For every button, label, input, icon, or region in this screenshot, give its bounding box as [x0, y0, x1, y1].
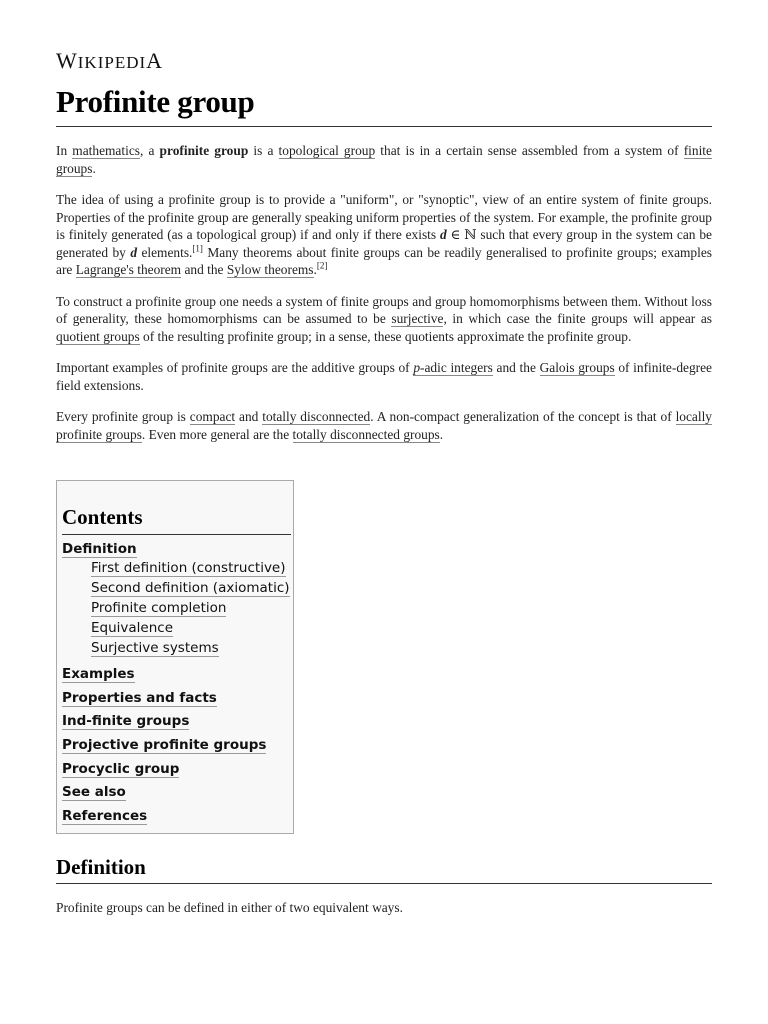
link-totally-disconnected[interactable]: totally disconnected: [262, 409, 371, 424]
text: and the: [181, 262, 227, 277]
text: such that every group in the system can be generated by: [56, 227, 712, 260]
article-body: [56, 142, 712, 457]
intro-paragraph-1: [56, 142, 712, 177]
table-of-contents: [56, 480, 294, 834]
math-p: p: [413, 360, 421, 375]
toc-item-first-definition[interactable]: [91, 560, 286, 576]
toc-item-projective[interactable]: [62, 737, 266, 753]
text: and the: [492, 360, 540, 375]
link-mathematics[interactable]: mathematics: [72, 143, 140, 158]
link-sylow-theorems[interactable]: Sylow theorems: [226, 262, 314, 277]
toc-item-properties[interactable]: [62, 690, 217, 706]
text: Every profinite group is: [56, 409, 190, 424]
math-in-naturals: ∈ ℕ: [446, 227, 477, 242]
intro-paragraph-3: [56, 293, 712, 346]
logo-w: W: [56, 48, 78, 73]
link-topological-group[interactable]: topological group: [278, 143, 376, 158]
link-lagrange-theorem[interactable]: Lagrange's theorem: [75, 262, 182, 277]
math-d: d: [130, 244, 138, 260]
text: . Even more general are the: [141, 426, 293, 442]
text: The idea of using a profinite group is to provide a "uniform", or "synoptic", view of an entire system of finite groups. Properties of the profinite group are generally speaking uniform properties of the system. For example, the profinite group is finitely generated (as a topological group) if and only if there exists: [56, 192, 712, 242]
toc-item-procyclic[interactable]: [62, 761, 179, 777]
link-finite-groups[interactable]: finite groups: [56, 143, 712, 176]
toc-item-equivalence[interactable]: [91, 620, 173, 636]
link-p-adic-integers[interactable]: [413, 360, 493, 376]
toc-item-definition[interactable]: [62, 541, 137, 557]
text: To construct a profinite group one needs a system of finite groups and group homomorphisms between them. Without loss of generality, these homomorphisms can be assumed to be: [56, 293, 712, 326]
toc-item-examples[interactable]: [62, 666, 135, 682]
toc-divider: [62, 534, 291, 535]
toc-label: First definition (constructive): [91, 560, 286, 576]
intro-paragraph-4: [56, 359, 712, 394]
text: of infinite-degree field extensions.: [56, 360, 712, 393]
link-totally-disconnected-groups[interactable]: totally disconnected groups: [292, 426, 440, 442]
toc-label: See also: [62, 784, 126, 800]
link-locally-profinite-groups[interactable]: locally profinite groups: [56, 409, 713, 442]
toc-item-see-also[interactable]: [62, 784, 126, 800]
logo-a: A: [146, 48, 164, 73]
link-compact[interactable]: compact: [189, 409, 236, 424]
text: , a: [139, 143, 160, 158]
text: . A non-compact generalization of the concept is that of: [370, 409, 676, 424]
definition-paragraph: Profinite groups can be defined in either of two equivalent ways.: [56, 900, 403, 915]
section-heading-definition: Definition: [56, 855, 146, 879]
text: .: [439, 426, 444, 442]
text: and: [235, 409, 263, 424]
text: , in which case the finite groups will appear as: [443, 311, 712, 326]
text: elements.: [137, 244, 193, 260]
section-divider: [56, 883, 712, 884]
intro-paragraph-2: [56, 191, 712, 279]
toc-label: Procyclic group: [62, 761, 180, 777]
toc-item-surjective-systems[interactable]: [91, 640, 219, 656]
math-d: d: [439, 227, 447, 242]
text: .: [92, 160, 96, 176]
text: of the resulting profinite group; in a sense, these quotients approximate the profinite group.: [139, 328, 632, 344]
toc-label: References: [62, 808, 148, 824]
page-title: Profinite group: [56, 84, 255, 119]
toc-label: Projective profinite groups: [62, 737, 267, 753]
toc-label: Surjective systems: [91, 640, 219, 656]
text: is a: [248, 143, 279, 158]
toc-label: Definition: [62, 541, 137, 557]
intro-paragraph-5: [56, 408, 712, 443]
bold-term: profinite group: [159, 143, 249, 158]
citation-1[interactable]: [1]: [192, 243, 203, 254]
toc-title: Contents: [62, 505, 143, 529]
citation-2[interactable]: [2]: [316, 260, 328, 271]
link-quotient-groups[interactable]: quotient groups: [56, 328, 140, 344]
link-label: -adic integers: [420, 360, 493, 375]
toc-label: Equivalence: [91, 620, 174, 636]
text: .: [313, 262, 317, 277]
toc-item-profinite-completion[interactable]: [91, 600, 226, 616]
toc-label: Ind-finite groups: [62, 713, 190, 729]
toc-item-second-definition[interactable]: [91, 580, 290, 596]
toc-label: Properties and facts: [62, 690, 217, 706]
text: In: [56, 143, 73, 158]
text: Many theorems about finite groups can be readily generalised to profinite groups; examples are: [56, 244, 712, 277]
toc-label: Profinite completion: [91, 600, 227, 616]
logo-rest: IKIPEDI: [77, 53, 147, 72]
title-divider: [56, 126, 712, 127]
text: Important examples of profinite groups are the additive groups of: [56, 360, 414, 375]
toc-item-references[interactable]: [62, 808, 147, 824]
link-surjective[interactable]: surjective: [391, 311, 444, 326]
toc-label: Examples: [62, 666, 135, 682]
link-galois-groups[interactable]: Galois groups: [539, 360, 615, 375]
toc-item-ind-finite[interactable]: [62, 713, 189, 729]
toc-label: Second definition (axiomatic): [91, 580, 290, 596]
wikipedia-logo[interactable]: [56, 48, 163, 74]
text: that is in a certain sense assembled from a system of: [375, 143, 684, 158]
